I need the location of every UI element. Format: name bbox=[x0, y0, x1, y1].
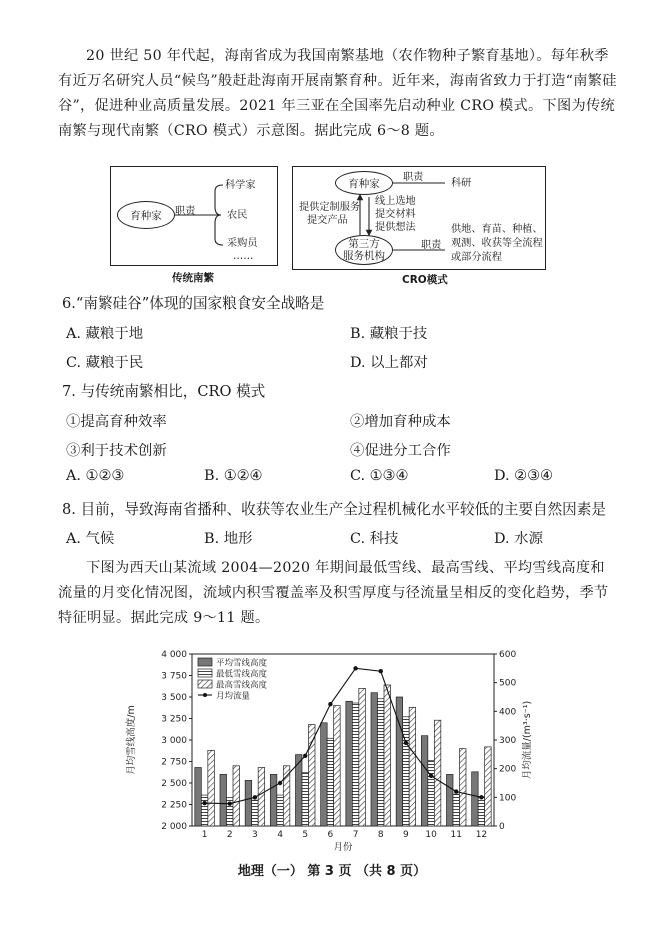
bar-highest-snowline bbox=[309, 725, 316, 826]
bar-lowest-snowline bbox=[428, 761, 435, 826]
question-7-stem: 7. 与传统南繁相比，CRO 模式 bbox=[62, 383, 266, 400]
bar-average-snowline bbox=[321, 723, 328, 826]
q7-statement-4: ④促进分工合作 bbox=[350, 443, 451, 459]
bar-highest-snowline bbox=[283, 766, 290, 826]
x-tick-label: 4 bbox=[277, 830, 283, 840]
q7-option-b[interactable]: B. ①②④ bbox=[204, 468, 263, 484]
flow-point bbox=[454, 789, 458, 793]
right-tick-label: 500 bbox=[499, 678, 517, 689]
service-agency-line1: 第三方 bbox=[348, 238, 380, 250]
y-axis-right-label: 月均流量/(m³·s⁻¹) bbox=[522, 700, 533, 780]
legend-swatch bbox=[198, 669, 212, 677]
q6-option-a[interactable]: A. 藏粮于地 bbox=[66, 326, 144, 342]
left-tick-label: 3 500 bbox=[161, 693, 187, 703]
role-purchaser: 采购员 bbox=[227, 238, 258, 249]
bar-average-snowline bbox=[220, 774, 227, 826]
bar-average-snowline bbox=[270, 774, 277, 826]
bar-highest-snowline bbox=[258, 768, 265, 826]
x-tick-label: 12 bbox=[475, 830, 488, 840]
flow-point bbox=[379, 669, 383, 673]
flow-point bbox=[202, 801, 206, 805]
flow-point bbox=[303, 754, 307, 758]
legend-swatch bbox=[198, 680, 212, 688]
q6-option-b[interactable]: B. 藏粮于技 bbox=[350, 326, 428, 342]
left-tick-label: 2 250 bbox=[161, 800, 187, 811]
bar-lowest-snowline bbox=[277, 795, 284, 826]
cro-research: 科研 bbox=[451, 178, 472, 189]
flow-point bbox=[253, 795, 257, 799]
x-tick-label: 8 bbox=[377, 830, 384, 840]
bar-highest-snowline bbox=[334, 706, 341, 826]
x-tick-label: 2 bbox=[226, 830, 233, 840]
traditional-diagram-box bbox=[110, 166, 278, 266]
cro-caption: CRO模式 bbox=[402, 274, 448, 286]
snowline-runoff-chart bbox=[120, 644, 540, 856]
bar-lowest-snowline bbox=[378, 699, 385, 826]
cro-breeder-label: 育种家 bbox=[348, 177, 380, 190]
q7-option-a[interactable]: A. ①②③ bbox=[66, 468, 125, 484]
bar-lowest-snowline bbox=[252, 800, 259, 826]
x-tick-label: 1 bbox=[201, 830, 208, 840]
role-scientist: 科学家 bbox=[225, 180, 256, 191]
q8-option-a[interactable]: A. 气候 bbox=[66, 531, 115, 547]
q7-option-d[interactable]: D. ②③④ bbox=[494, 468, 553, 484]
bar-highest-snowline bbox=[359, 688, 366, 826]
traditional-caption: 传统南繁 bbox=[172, 272, 214, 284]
bar-lowest-snowline bbox=[352, 703, 359, 826]
question-8-stem: 8. 目前，导致海南省播种、收获等农业生产全过程机械化水平较低的主要自然因素是 bbox=[62, 501, 606, 518]
x-tick-label: 3 bbox=[252, 830, 258, 840]
x-axis-label: 月份 bbox=[333, 842, 353, 853]
role-farmer: 农民 bbox=[227, 210, 248, 221]
cro-right-label-3: 提供想法 bbox=[375, 222, 416, 233]
left-tick-label: 3 250 bbox=[161, 714, 187, 725]
bar-highest-snowline bbox=[460, 749, 467, 826]
bar-lowest-snowline bbox=[201, 795, 208, 826]
right-tick-label: 300 bbox=[499, 736, 517, 746]
service-agency-line2: 服务机构 bbox=[343, 250, 385, 262]
legend-label: 平均雪线高度 bbox=[216, 658, 268, 669]
bar-lowest-snowline bbox=[327, 738, 334, 826]
legend-label: 月均流量 bbox=[216, 691, 251, 702]
legend-swatch bbox=[198, 658, 212, 666]
bar-highest-snowline bbox=[384, 685, 391, 826]
left-tick-label: 2 500 bbox=[161, 779, 187, 789]
bar-average-snowline bbox=[447, 774, 454, 826]
flow-point bbox=[228, 801, 232, 805]
q8-option-c[interactable]: C. 科技 bbox=[350, 531, 399, 547]
x-tick-label: 5 bbox=[302, 830, 309, 840]
cro-bottom-duty-3: 或部分流程 bbox=[451, 252, 502, 263]
bar-average-snowline bbox=[195, 768, 202, 826]
flow-point bbox=[479, 795, 483, 799]
q7-statement-1: ①提高育种效率 bbox=[66, 414, 167, 430]
legend-flow-marker bbox=[203, 693, 207, 697]
bar-lowest-snowline bbox=[453, 794, 460, 826]
bar-average-snowline bbox=[346, 701, 353, 826]
intro-paragraph-1: 20 世纪 50 年代起，海南省成为我国南繁基地（农作物种子繁育基地）。每年秋季有近万名研究人员“候鸟”般赶赴海南开展南繁育种。近年来，海南省致力于打造“南繁硅谷”，促进种业高质量发展。2021 年三亚在全国率先启动种业 CRO 模式。下图为传统南繁与现代南繁（CRO 模式）示意图。据此完成 6～8 题。 bbox=[58, 48, 617, 139]
bar-lowest-snowline bbox=[302, 773, 309, 826]
y-axis-label: 月均雪线高度/m bbox=[126, 705, 137, 775]
legend-label: 最低雪线高度 bbox=[216, 669, 268, 680]
bar-highest-snowline bbox=[233, 766, 240, 826]
bar-lowest-snowline bbox=[478, 797, 485, 826]
left-tick-label: 4 000 bbox=[161, 650, 187, 660]
flow-point bbox=[429, 774, 433, 778]
cro-left-label-1: 提供定制服务 bbox=[299, 202, 361, 213]
cro-diagram-box bbox=[292, 166, 546, 270]
q7-option-c[interactable]: C. ①③④ bbox=[350, 468, 409, 484]
cro-bottom-duty: 职责 bbox=[421, 240, 442, 251]
question-6-stem: 6.“南繁硅谷”体现的国家粮食安全战略是 bbox=[62, 295, 325, 312]
flow-point bbox=[404, 741, 408, 745]
right-tick-label: 400 bbox=[499, 707, 517, 718]
bar-average-snowline bbox=[371, 693, 378, 826]
x-tick-label: 10 bbox=[425, 830, 437, 840]
flow-point bbox=[328, 702, 332, 706]
breeder-label: 育种家 bbox=[130, 209, 162, 222]
bar-highest-snowline bbox=[208, 750, 215, 826]
x-tick-label: 11 bbox=[450, 830, 462, 840]
q7-statement-3: ③利于技术创新 bbox=[66, 443, 167, 459]
cro-right-label-2: 提交材料 bbox=[375, 209, 416, 220]
left-tick-label: 3 000 bbox=[161, 736, 187, 746]
page-footer: 地理（一） 第 3 页 （共 8 页） bbox=[237, 864, 427, 879]
role-ellipsis: …… bbox=[233, 251, 254, 262]
flow-point bbox=[278, 781, 282, 785]
left-tick-label: 2 000 bbox=[161, 822, 187, 832]
intro-paragraph-2: 下图为西天山某流域 2004—2020 年期间最低雪线、最高雪线、平均雪线高度和流量的月变化情况图，流域内积雪覆盖率及积雪厚度与径流量呈相反的变化趋势，季节特征明显。据此完成 9～11 题。 bbox=[58, 560, 609, 626]
right-tick-label: 0 bbox=[499, 822, 505, 832]
cro-bottom-duty-2: 观测、收获等全流程 bbox=[451, 238, 543, 249]
bar-highest-snowline bbox=[485, 747, 492, 826]
q6-option-c[interactable]: C. 藏粮于民 bbox=[66, 355, 144, 371]
bar-highest-snowline bbox=[434, 720, 441, 826]
cro-right-label-1: 线上选地 bbox=[375, 196, 416, 207]
bar-lowest-snowline bbox=[403, 717, 410, 826]
flow-point bbox=[353, 666, 357, 670]
q6-option-d[interactable]: D. 以上都对 bbox=[350, 355, 428, 371]
x-tick-label: 7 bbox=[352, 830, 359, 840]
legend-label: 最高雪线高度 bbox=[216, 680, 268, 691]
q7-statement-2: ②增加育种成本 bbox=[350, 414, 451, 430]
left-tick-label: 3 750 bbox=[161, 671, 187, 682]
cro-bottom-duty-1: 供地、育苗、种植、 bbox=[451, 224, 543, 235]
bar-average-snowline bbox=[245, 780, 252, 826]
left-tick-label: 2 750 bbox=[161, 757, 187, 768]
q8-option-d[interactable]: D. 水源 bbox=[494, 531, 543, 547]
x-tick-label: 6 bbox=[327, 830, 334, 840]
bar-average-snowline bbox=[421, 736, 428, 826]
right-tick-label: 200 bbox=[499, 764, 517, 775]
cro-left-label-2: 提交产品 bbox=[307, 215, 348, 226]
duty-label: 职责 bbox=[175, 206, 196, 217]
right-tick-label: 600 bbox=[499, 650, 517, 660]
right-tick-label: 100 bbox=[499, 793, 517, 804]
cro-top-duty: 职责 bbox=[403, 172, 424, 183]
x-tick-label: 9 bbox=[403, 830, 409, 840]
bar-average-snowline bbox=[472, 772, 479, 826]
q8-option-b[interactable]: B. 地形 bbox=[204, 531, 253, 547]
bar-highest-snowline bbox=[409, 707, 416, 826]
